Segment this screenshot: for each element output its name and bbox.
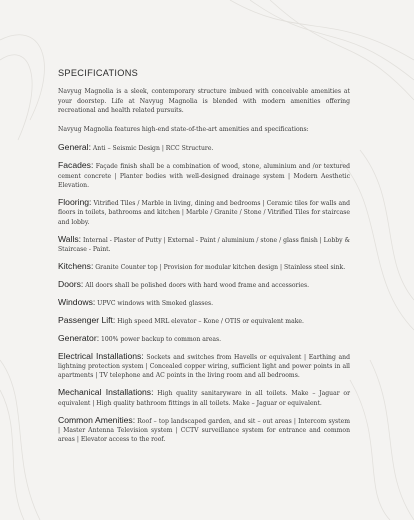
spec-label: Flooring: bbox=[58, 197, 92, 207]
spec-general bbox=[58, 143, 350, 153]
spec-windows bbox=[58, 298, 350, 308]
features-paragraph: Navyug Magnolia features high-end state-of-the-art amenities and specifications: bbox=[58, 125, 309, 133]
spec-mechanical bbox=[58, 388, 350, 408]
spec-doors bbox=[58, 280, 350, 290]
spec-label: Electrical Installations: bbox=[58, 350, 144, 361]
spec-text: High quality sanitaryware in all toilets. Make – Jaguar or equivalent | High quality bathroom fittings in all toilets. Make – Jaguar or equivalent. bbox=[58, 390, 350, 407]
spec-text: Anti – Seismic Design | RCC Structure. bbox=[90, 145, 214, 153]
spec-text: Internal - Plaster of Putty | External - Paint / aluminium / stone / glass finish | Lobby & Staircase - Paint. bbox=[58, 236, 350, 254]
spec-text: UPVC windows with Smoked glasses. bbox=[95, 299, 214, 307]
specifications-content bbox=[58, 68, 350, 452]
spec-label: Generator: bbox=[58, 332, 100, 343]
spec-text: Roof – top landscaped garden, and sit – out areas | Intercom system | Master Antenna Television system | CCTV surveillance system for entrance and common areas | Elevator access to the roof. bbox=[58, 417, 350, 444]
spec-text: Vitrified Tiles / Marble in living, dining and bedrooms | Ceramic tiles for walls and floors in toilets, bathrooms and kitchen | Marble / Granite / Stone / Vitrified Tiles for staircase and lobby. bbox=[58, 200, 350, 226]
spec-text: High speed MRL elevator – Kone / OTIS or equivalent make. bbox=[115, 317, 304, 325]
spec-label: General: bbox=[58, 142, 91, 153]
spec-text: 100% power backup to common areas. bbox=[99, 335, 222, 343]
spec-text: All doors shall be polished doors with hard wood frame and accessories. bbox=[83, 281, 310, 289]
spec-electrical bbox=[58, 352, 350, 381]
spec-common-amenities bbox=[58, 416, 350, 445]
intro-paragraph: Navyug Magnolia is a sleek, contemporary structure imbued with conceivable amenities at your doorstep. Life at Navyug Magnolia is blended with modern amenities offering recreational and health related pursuits. bbox=[58, 88, 350, 115]
spec-label: Facades: bbox=[58, 160, 94, 171]
spec-label: Walls: bbox=[58, 233, 82, 244]
page-title: SPECIFICATIONS bbox=[58, 68, 139, 78]
spec-passenger-lift bbox=[58, 316, 350, 326]
spec-facades bbox=[58, 161, 350, 190]
spec-label: Passenger Lift: bbox=[58, 314, 116, 325]
spec-flooring bbox=[58, 198, 350, 227]
spec-label: Doors: bbox=[58, 278, 84, 289]
spec-kitchens bbox=[58, 262, 350, 272]
spec-label: Mechanical Installations: bbox=[58, 387, 154, 398]
spec-walls bbox=[58, 235, 350, 255]
spec-label: Kitchens: bbox=[58, 261, 94, 272]
spec-text: Granite Counter top | Provision for modular kitchen design | Stainless steel sink. bbox=[93, 264, 346, 272]
spec-generator bbox=[58, 334, 350, 344]
spec-label: Windows: bbox=[58, 296, 96, 307]
spec-text: Sockets and switches from Havells or equivalent | Earthing and lightning protection system | Concealed copper wiring, sufficient light and power points in all apartments | TV telephone and AC points in the living room and all bedrooms. bbox=[58, 353, 350, 380]
spec-label: Common Amenities: bbox=[58, 414, 136, 425]
spec-text: Façade finish shall be a combination of wood, stone, aluminium and /or textured cement concrete | Planter bodies with well-designed drainage system | Modern Aesthetic Elevation. bbox=[58, 163, 350, 190]
